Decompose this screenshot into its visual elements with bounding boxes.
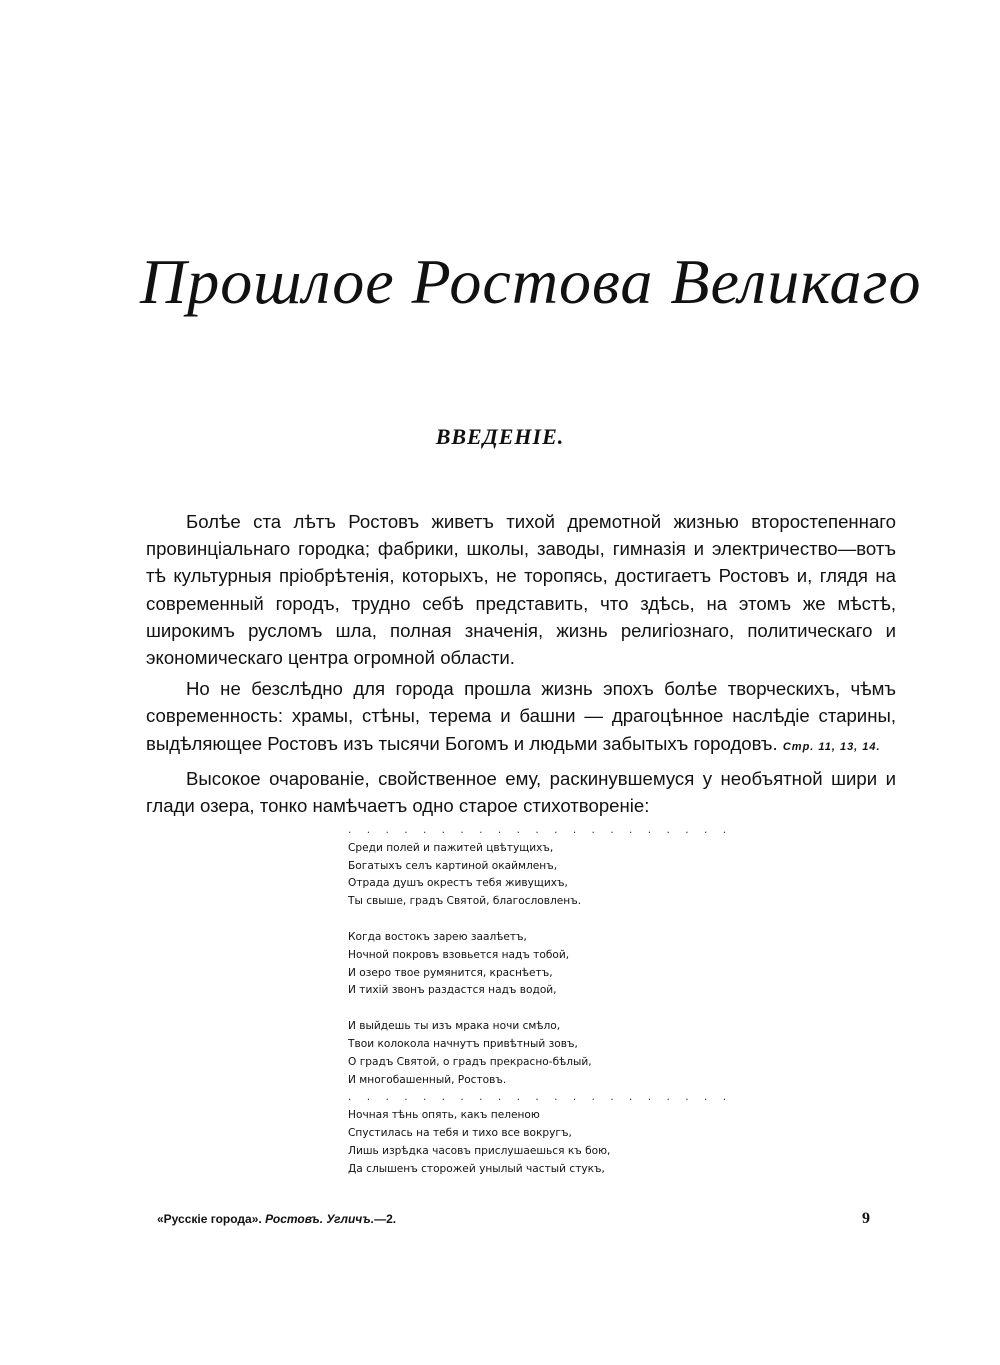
poem-stanza-3 xyxy=(348,1018,648,1089)
poem-ellipsis-top: . . . . . . . . . . . . . . . . . . . . . xyxy=(348,824,733,836)
page-reference: Стр. 11, 13, 14. xyxy=(782,740,881,753)
poem-line: Когда востокъ зарею заалѣетъ, xyxy=(348,930,527,943)
section-heading: ВВЕДЕНІЕ. xyxy=(435,424,565,449)
poem-line: Да слышенъ сторожей унылый частый стукъ, xyxy=(348,1162,605,1175)
poem-line: И многобашенный, Ростовъ. xyxy=(348,1073,507,1086)
paragraph-3: Высокое очарованіе, свойственное ему, раскинувшемуся у необъятной шири и глади озера, тонко намѣчаетъ одно старое стихотвореніе: xyxy=(146,767,896,817)
page-number: 9 xyxy=(862,1210,870,1227)
paragraph-1: Болѣе ста лѣтъ Ростовъ живетъ тихой дремотной жизнью второстепеннаго провинціальнаго городка; фабрики, школы, заводы, гимназія и электричество—вотъ тѣ культурныя пріобрѣтенія, которыхъ, не торопясь, достигаетъ Ростовъ и, глядя на современный городъ, трудно себѣ представить, что здѣсь, на этомъ же мѣстѣ, широкимъ русломъ шла, полная значенія, жизнь религіознаго, политическаго и экономическаго центра огромной области. xyxy=(146,511,896,669)
poem-line: Ночная тѣнь опять, какъ пеленою xyxy=(348,1109,540,1122)
poem-line: Отрада душъ окрестъ тебя живущихъ, xyxy=(348,877,568,890)
poem-stanza-2 xyxy=(348,929,648,1000)
poem-line: Ты свыше, градъ Святой, благословленъ. xyxy=(348,895,582,908)
poem-line: Спустилась на тебя и тихо все вокругъ, xyxy=(348,1126,572,1139)
footer-location: Ростовъ. Угличъ. xyxy=(265,1212,375,1226)
footer-part: —2. xyxy=(374,1212,397,1226)
page-title: Прошлое Ростова Великаго xyxy=(140,246,922,317)
poem-line: Лишь изрѣдка часовъ прислушаешься къ бою, xyxy=(348,1144,611,1157)
poem-line: Среди полей и пажитей цвѣтущихъ, xyxy=(348,841,554,854)
footer-signature xyxy=(157,1212,396,1226)
poem-line: И тихій звонъ раздастся надъ водой, xyxy=(348,984,557,997)
poem-line: Твои колокола начнутъ привѣтный зовъ, xyxy=(348,1037,578,1050)
poem xyxy=(348,822,733,1178)
poem-line: Богатыхъ селъ картиной окаймленъ, xyxy=(348,859,558,872)
poem-line: И выйдешь ты изъ мрака ночи смѣло, xyxy=(348,1020,561,1033)
paragraph-2-text: Но не безслѣдно для города прошла жизнь эпохъ болѣе творческихъ, чѣмъ современность: храмы, стѣны, терема и башни — драгоцѣнное наслѣдіе старины, выдѣляющее Ростовъ изъ тысячи Богомъ и людьми забытыхъ городовъ. xyxy=(146,678,896,754)
footer-series: «Русскіе города». xyxy=(157,1212,262,1226)
introduction-text xyxy=(146,508,896,823)
poem-line: О градъ Святой, о градъ прекрасно-бѣлый, xyxy=(348,1055,592,1068)
poem-line: Ночной покровъ взовьется надъ тобой, xyxy=(348,948,570,961)
paragraph-2 xyxy=(146,675,896,761)
poem-line: И озеро твое румянится, краснѣетъ, xyxy=(348,966,553,979)
poem-stanza-1 xyxy=(348,840,648,911)
poem-ellipsis-middle: . . . . . . . . . . . . . . . . . . . . . xyxy=(348,1091,733,1104)
poem-stanza-4 xyxy=(348,1107,648,1178)
